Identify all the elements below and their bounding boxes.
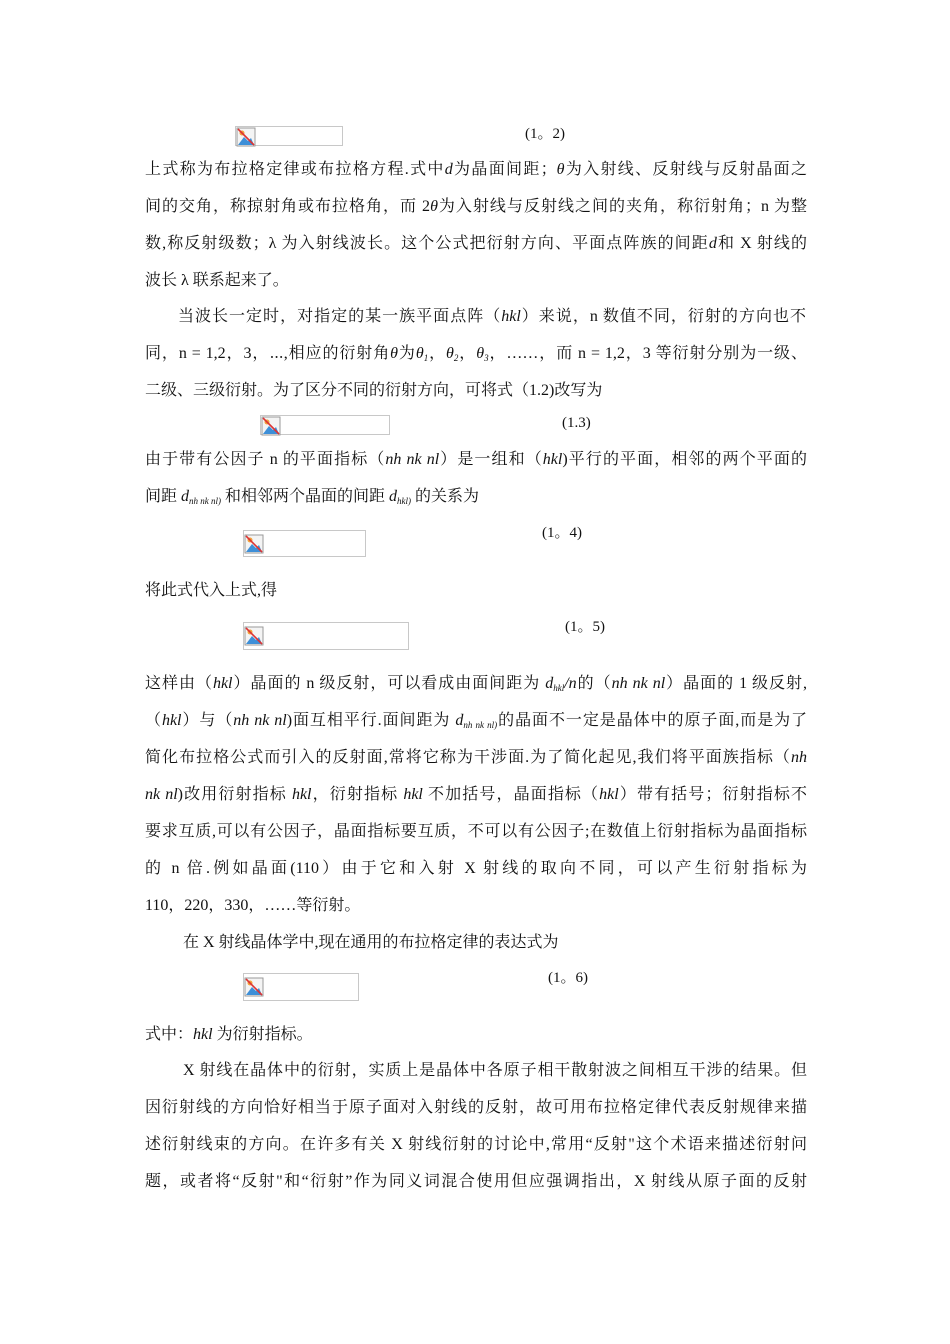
paragraph-line: 数,称反射级数；λ 为入射线波长。这个公式把衍射方向、平面点阵族的间距d和 X 射线的	[145, 235, 807, 252]
paragraph-line: nk nl)改用衍射指标 hkl，衍射指标 hkl 不加括号，晶面指标（hkl）带有括号；衍射指标不	[145, 786, 807, 803]
equation-image-1-4	[243, 530, 366, 557]
paragraph-line: 要求互质,可以有公因子，晶面指标要互质，不可以有公因子;在数值上衍射指标为晶面指标	[145, 823, 807, 840]
paragraph-line: 间的交角，称掠射角或布拉格角，而 2θ为入射线与反射线之间的夹角，称衍射角；n 为整	[145, 198, 807, 215]
paragraph-line: 这样由（hkl）晶面的 n 级反射，可以看成由面间距为 $d_{hkl}/n$的（nh nk nl）晶面的 1 级反射,	[145, 675, 808, 693]
broken-image-icon	[236, 127, 256, 147]
equation-number-1-2: (1。2)	[525, 126, 565, 142]
paragraph-line: 同，n = 1,2，3，⋯,相应的衍射角θ为$\theta_1$，$\theta_2$，$\theta_3$，……，而 n = 1,2，3 等衍射分别为一级、	[145, 345, 807, 363]
broken-image-icon	[261, 416, 281, 436]
paragraph-line: 将此式代入上式,得	[145, 582, 278, 599]
equation-number-1-5: (1。5)	[565, 619, 605, 635]
paragraph-line: 波长 λ 联系起来了。	[145, 272, 289, 289]
paragraph-line: X 射线在晶体中的衍射，实质上是晶体中各原子相干散射波之间相互干涉的结果。但	[183, 1062, 807, 1079]
paragraph-line: 在 X 射线晶体学中,现在通用的布拉格定律的表达式为	[183, 934, 559, 951]
broken-image-icon	[244, 977, 264, 997]
equation-number-1-6: (1。6)	[548, 970, 588, 986]
equation-image-1-6	[243, 973, 359, 1001]
equation-image-1-3	[260, 415, 390, 435]
paragraph-line: 110，220，330，……等衍射。	[145, 897, 361, 914]
paragraph-line: 间距 $d_{nh nk nl)}$ 和相邻两个晶面的间距 $d_{hkl)}$ 的关系为	[145, 488, 480, 506]
broken-image-icon	[244, 534, 264, 554]
equation-image-1-2	[235, 126, 343, 146]
equation-image-1-5	[243, 622, 409, 650]
paragraph-line: 述衍射线束的方向。在许多有关 X 射线衍射的讨论中,常用“反射"这个术语来描述衍射问	[145, 1136, 807, 1153]
paragraph-line: 二级、三级衍射。为了区分不同的衍射方向，可将式（1.2)改写为	[145, 382, 603, 399]
paragraph-line: （hkl）与（nh nk nl)面互相平行.面间距为 $d_{nh nk nl)}$的晶面不一定是晶体中的原子面,而是为了	[145, 712, 808, 730]
paragraph-line: 简化布拉格公式而引入的反射面,常将它称为干涉面.为了简化起见,我们将平面族指标（nh	[145, 749, 807, 766]
paragraph-line: 由于带有公因子 n 的平面指标（nh nk nl）是一组和（hkl)平行的平面，相邻的两个平面的	[145, 451, 807, 468]
equation-number-1-4: (1。4)	[542, 525, 582, 541]
paragraph-line: 式中：hkl 为衍射指标。	[145, 1026, 313, 1043]
paragraph-line: 因衍射线的方向恰好相当于原子面对入射线的反射，故可用布拉格定律代表反射规律来描	[145, 1099, 807, 1116]
paragraph-line: 上式称为布拉格定律或布拉格方程.式中d为晶面间距；θ为入射线、反射线与反射晶面之	[145, 161, 807, 178]
broken-image-icon	[244, 626, 264, 646]
paragraph-line: 的 n 倍.例如晶面(110）由于它和入射 X 射线的取向不同，可以产生衍射指标为	[145, 860, 807, 877]
paragraph-line: 当波长一定时，对指定的某一族平面点阵（hkl）来说，n 数值不同，衍射的方向也不	[178, 308, 806, 325]
paragraph-line: 题，或者将“反射"和“衍射”作为同义词混合使用但应强调指出，X 射线从原子面的反射	[145, 1173, 807, 1190]
equation-number-1-3: (1.3)	[562, 415, 591, 431]
